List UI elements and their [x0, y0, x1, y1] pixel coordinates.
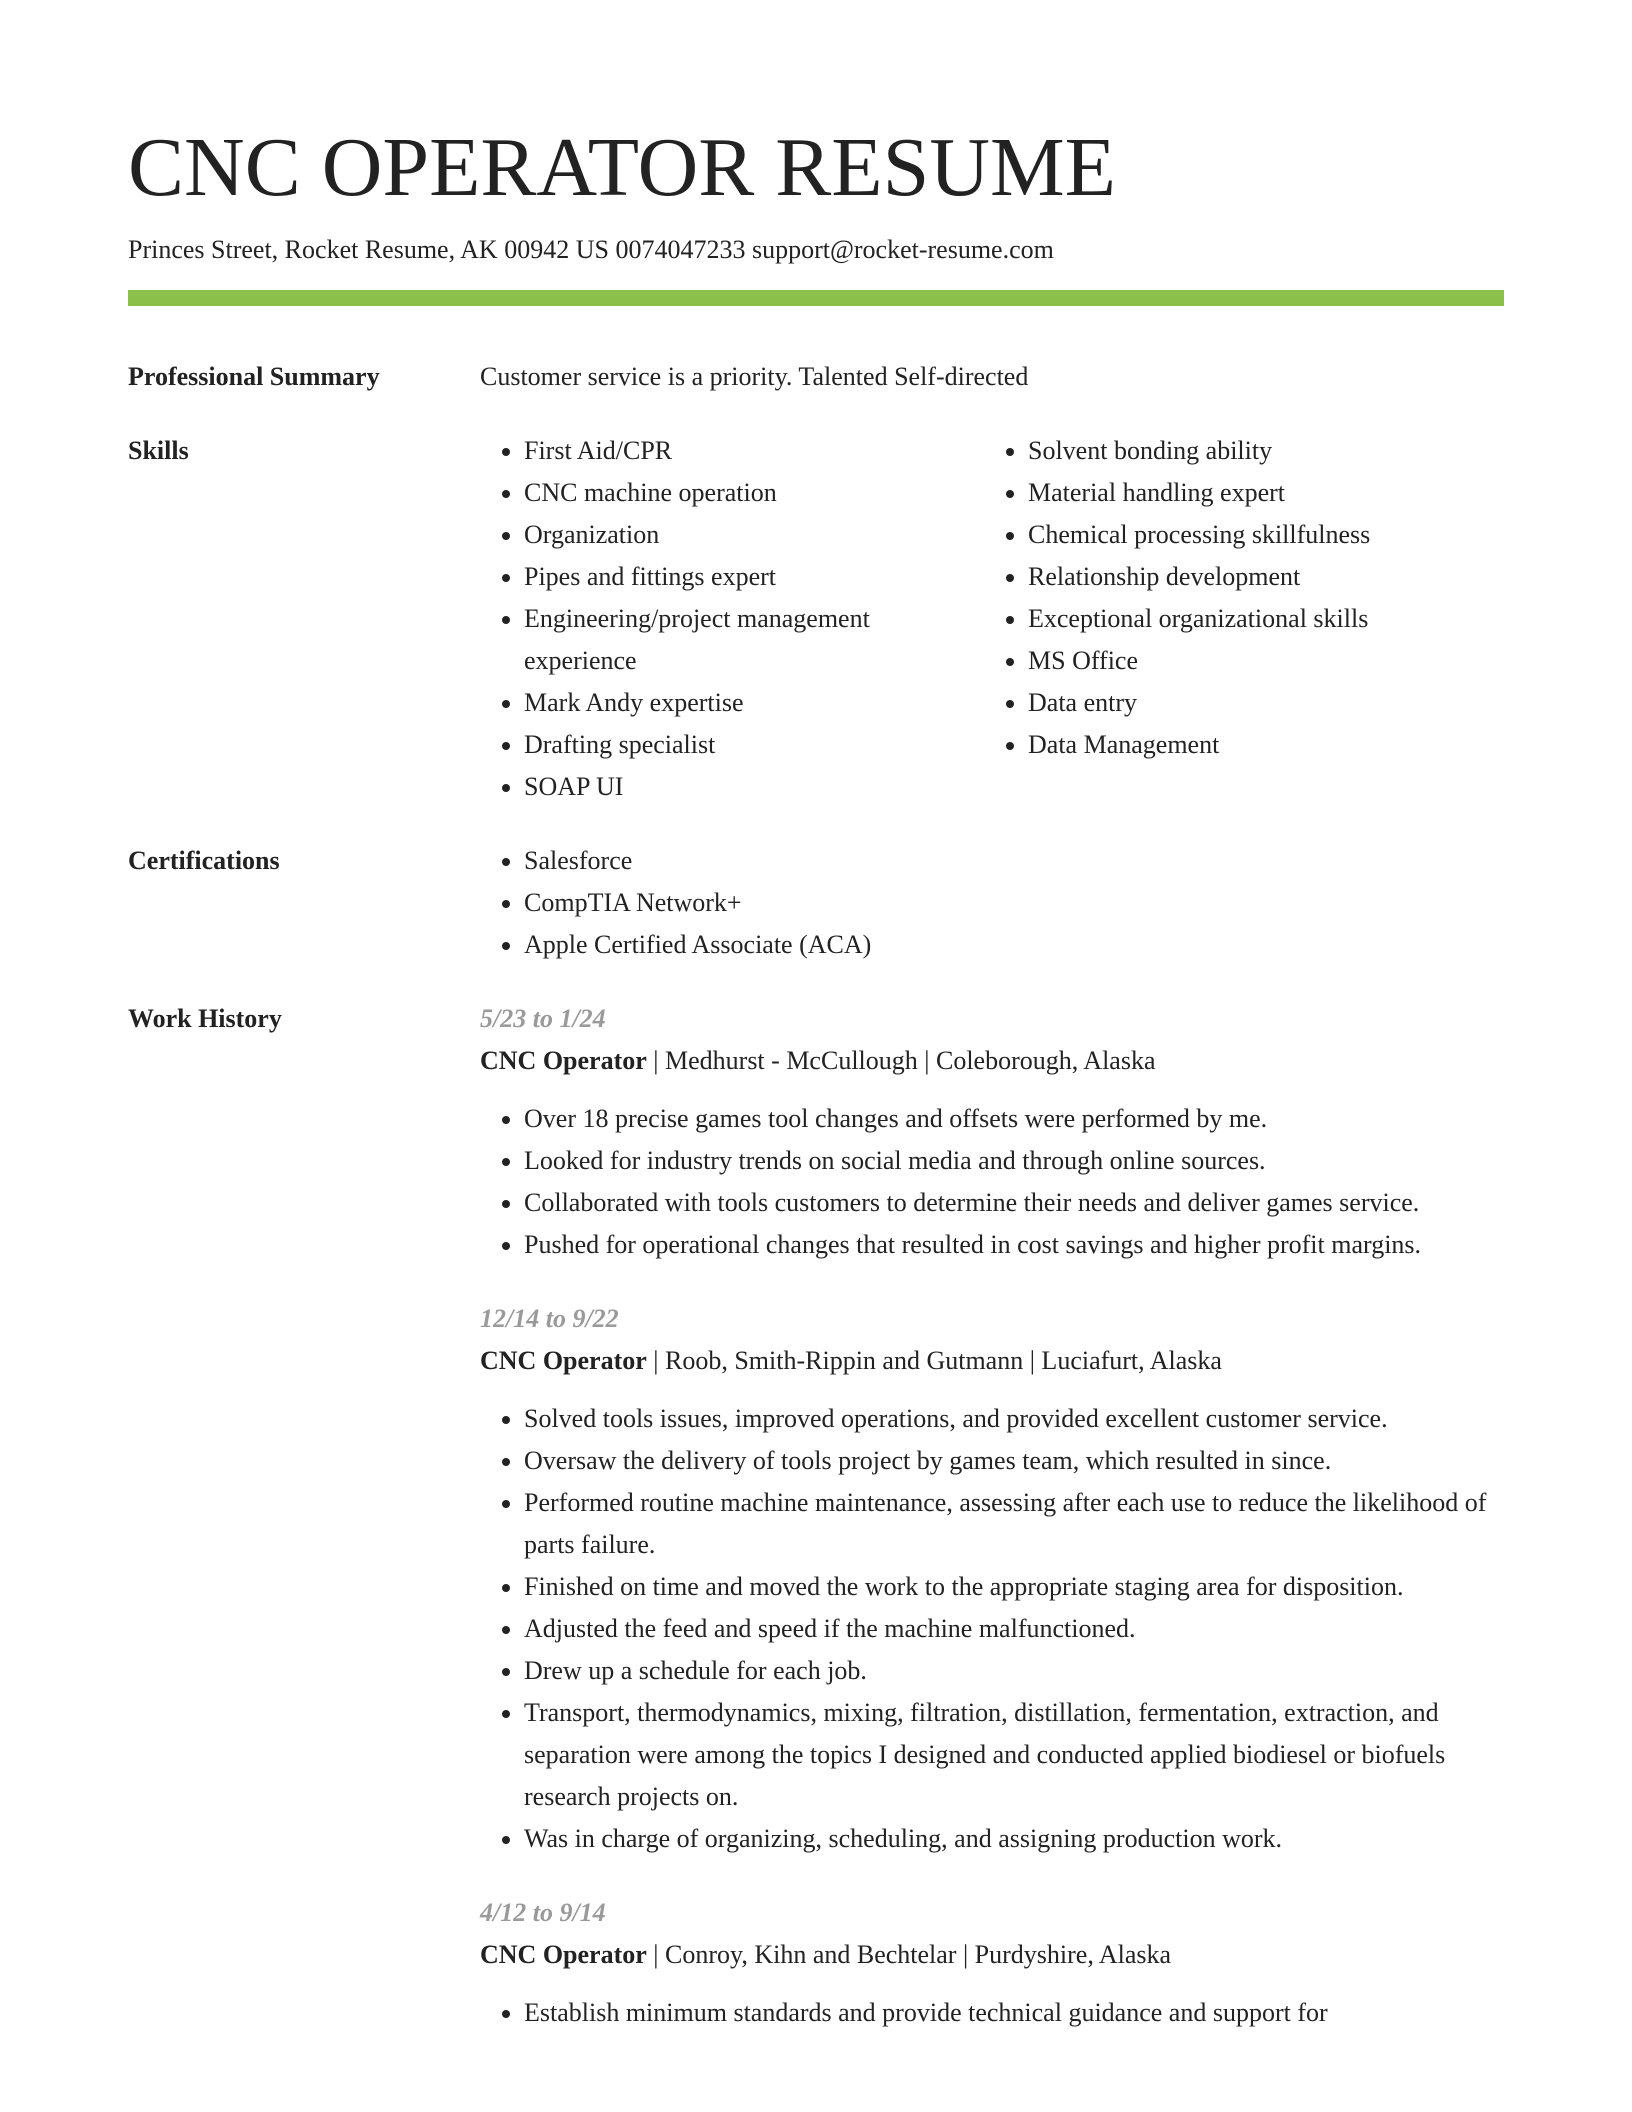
job-bullet: • Oversaw the delivery of tools project by games team, which resulted in since.: [524, 1440, 1504, 1482]
job-heading: [480, 1340, 1504, 1382]
skill-item: • MS Office: [1028, 640, 1370, 682]
summary-text: Customer service is a priority. Talented Self-directed: [480, 362, 1029, 391]
job-title: CNC Operator: [480, 1046, 647, 1075]
job-bullet: • Collaborated with tools customers to determine their needs and deliver games service.: [524, 1182, 1504, 1224]
skill-item: • Relationship development: [1028, 556, 1370, 598]
certifications-list: [480, 840, 1504, 966]
job-bullet: • Adjusted the feed and speed if the machine malfunctioned.: [524, 1608, 1504, 1650]
job-bullet: • Drew up a schedule for each job.: [524, 1650, 1504, 1692]
job-dates: 4/12 to 9/14: [480, 1898, 606, 1927]
skill-item: • SOAP UI: [524, 766, 984, 808]
contact-line: [128, 232, 1504, 268]
skill-item: • Data Management: [1028, 724, 1370, 766]
section-label-work-history: Work History: [128, 1004, 282, 1033]
job-bullet: • Was in charge of organizing, scheduling, and assigning production work.: [524, 1818, 1504, 1860]
certification-item: • Salesforce: [524, 840, 1504, 882]
job-bullet: • Looked for industry trends on social media and through online sources.: [524, 1140, 1504, 1182]
job-title: CNC Operator: [480, 1346, 647, 1375]
section-label-summary: Professional Summary: [128, 362, 380, 391]
skill-item: • Pipes and fittings expert: [524, 556, 984, 598]
skill-item: • Drafting specialist: [524, 724, 984, 766]
job-title: CNC Operator: [480, 1940, 647, 1969]
job-bullet: • Solved tools issues, improved operations, and provided excellent customer service.: [524, 1398, 1504, 1440]
skills-list-column-2: [984, 430, 1370, 808]
certifications-section: [128, 840, 1504, 966]
job-bullet: • Transport, thermodynamics, mixing, filtration, distillation, fermentation, extraction, and separation were among the topics I designed and conducted applied biodiesel or biofuels research projects on.: [524, 1692, 1504, 1818]
skill-item: • Data entry: [1028, 682, 1370, 724]
job-entry: [480, 998, 1504, 1266]
summary-section: [128, 356, 1504, 398]
skill-item: • Solvent bonding ability: [1028, 430, 1370, 472]
section-label-certifications: Certifications: [128, 846, 280, 875]
skills-columns: [480, 430, 1504, 808]
skills-section: [128, 430, 1504, 808]
job-entry: [480, 1892, 1504, 2034]
contact-address: Princes Street, Rocket Resume, AK 00942 US: [128, 235, 609, 264]
job-entry: [480, 1298, 1504, 1860]
job-bullet: • Pushed for operational changes that resulted in cost savings and higher profit margins.: [524, 1224, 1504, 1266]
skill-item: • Organization: [524, 514, 984, 556]
contact-email: support@rocket-resume.com: [751, 235, 1054, 264]
job-bullets: [480, 1398, 1504, 1860]
skills-list-column-1: [480, 430, 984, 808]
job-bullet: • Performed routine machine maintenance, assessing after each use to reduce the likelihood of parts failure.: [524, 1482, 1504, 1566]
job-bullet: • Establish minimum standards and provide technical guidance and support for: [524, 1992, 1504, 2034]
job-heading: [480, 1040, 1504, 1082]
skill-item: • Engineering/project management experience: [524, 598, 984, 682]
certification-item: • CompTIA Network+: [524, 882, 1504, 924]
skill-item: • First Aid/CPR: [524, 430, 984, 472]
skill-item: • CNC machine operation: [524, 472, 984, 514]
job-bullets: [480, 1992, 1504, 2034]
job-dates: 5/23 to 1/24: [480, 1004, 606, 1033]
job-employer-location: | Roob, Smith-Rippin and Gutmann | Luciafurt, Alaska: [646, 1346, 1222, 1375]
certifications-content: [480, 840, 1504, 966]
job-heading: [480, 1934, 1504, 1976]
job-bullets: [480, 1098, 1504, 1266]
contact-phone: 0074047233: [615, 235, 746, 264]
job-bullet: • Over 18 precise games tool changes and offsets were performed by me.: [524, 1098, 1504, 1140]
job-bullet: • Finished on time and moved the work to the appropriate staging area for disposition.: [524, 1566, 1504, 1608]
job-dates: 12/14 to 9/22: [480, 1304, 619, 1333]
job-employer-location: | Medhurst - McCullough | Coleborough, Alaska: [646, 1046, 1156, 1075]
skill-item: • Material handling expert: [1028, 472, 1370, 514]
section-label-skills: Skills: [128, 436, 189, 465]
work-history-section: [128, 998, 1504, 2034]
resume-title: CNC OPERATOR RESUME: [128, 121, 1116, 214]
skill-item: • Chemical processing skillfulness: [1028, 514, 1370, 556]
skill-item: • Exceptional organizational skills: [1028, 598, 1370, 640]
job-employer-location: | Conroy, Kihn and Bechtelar | Purdyshire, Alaska: [646, 1940, 1172, 1969]
work-history-jobs: [480, 998, 1504, 2034]
skill-item: • Mark Andy expertise: [524, 682, 984, 724]
resume-page: [128, 118, 1504, 2034]
certification-item: • Apple Certified Associate (ACA): [524, 924, 1504, 966]
header-divider: [128, 290, 1504, 306]
